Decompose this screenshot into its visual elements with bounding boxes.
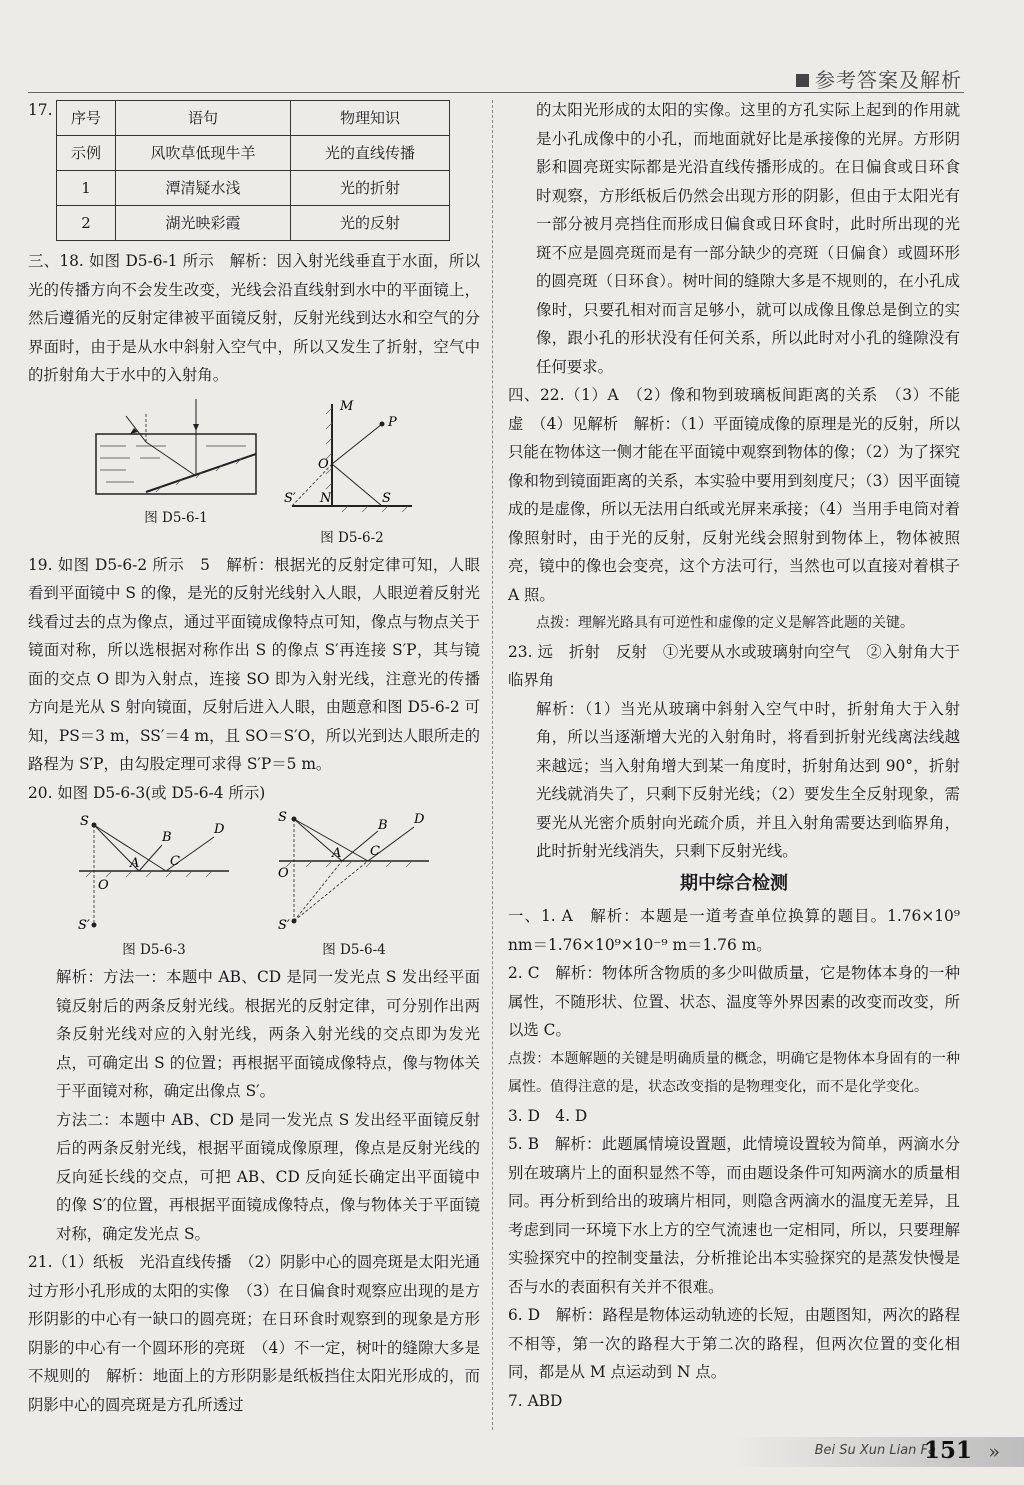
label-o: O (278, 866, 289, 881)
label-a: A (332, 846, 342, 861)
label-s: S (278, 811, 287, 825)
label-s-prime: S′ (278, 918, 290, 933)
table-cell: 光的反射 (291, 206, 450, 241)
table-header-cell: 序号 (57, 101, 116, 136)
page-header (0, 0, 1024, 92)
q21-answer: 21.（1）纸板 光沿直线传播 （2）阴影中心的圆亮斑是太阳光通过方形小孔形成的太阳的实像 （3）在日偏食时观察应出现的是方形阴影的中心有一缺口的圆亮斑；在日环食时观察到的现象是方形阴影的中心有一个圆环形的亮斑 （4）不一定，树叶的缝隙大多是不规则的 解析：地面上的方形阴影是纸板挡住太阳光形成的，而阴影中心的圆亮斑是方孔所透过 (28, 1253, 480, 1414)
q18-answer: 三、18. 如图 D5-6-1 所示 解析：因入射光线垂直于水面，所以光的传播方向不会发生改变，光线会沿直线射到水中的平面镜上，然后遵循光的反射定律被平面镜反射，反射光线到达水和空气的分界面时，由于是从水中斜射入空气中，所以又发生了折射，空气中的折射角大于水中的入射角。 (28, 252, 480, 384)
table-cell: 风吹草低现牛羊 (116, 136, 291, 171)
page-footer (734, 1437, 1024, 1467)
table-row (57, 206, 450, 241)
figure-d5-6-3 (74, 811, 234, 959)
figure-caption: 图 D5-6-2 (320, 529, 384, 546)
q17-table (56, 100, 450, 241)
column-divider (492, 100, 494, 1430)
table-cell: 光的直线传播 (291, 136, 450, 171)
table-row (57, 171, 450, 206)
table-cell: 1 (57, 171, 116, 206)
square-icon (796, 74, 809, 87)
figure-caption: 图 D5-6-1 (144, 509, 208, 526)
answer-2: 2. C 解析：物体所含物质的多少叫做质量，它是物体本身的一种属性，不随形状、位置、状态、温度等外界因素的改变而改变，所以选 C。 (508, 964, 960, 1039)
table-cell: 2 (57, 206, 116, 241)
label-m: M (340, 398, 354, 414)
q20-heading: 20. 如图 D5-6-3(或 D5-6-4 所示) (28, 783, 266, 802)
answer-2-tip: 点拨：本题解题的关键是明确质量的概念，明确它是物体本身固有的一种属性。值得注意的是，状态改变指的是物理变化，而不是化学变化。 (508, 1050, 960, 1095)
answer-3-4: 3. D 4. D (508, 1106, 588, 1125)
label-p: P (388, 414, 397, 430)
q22-answer: 四、22.（1）A （2）像和物到玻璃板间距离的关系 （3）不能 虚 （4）见解析 解析：（1）平面镜成像的原理是光的反射，所以只能在物体这一侧才能在平面镜中观察到物体的像；（2）为了探究像和物到镜面距离的关系，本实验中要用到刻度尺；（3）因平面镜成的是虚像，所以无法用白纸或光屏来承接；（4）当用手电筒对着像照射时，由于光的反射，反射光线会照射到物体上，物体被照亮，镜中的像也会变亮，这个方法可行，当然也可以直接对着棋子 A 照。 (508, 386, 976, 604)
two-reflections-diagram-a (74, 811, 234, 936)
q20-method-two: 方法二：本题中 AB、CD 是同一发光点 S 发出经平面镜反射后的两条反射光线，根据平面镜成像原理，像点是反射光线的反向延长线的交点，可把 AB、CD 反向延长确定出平面镜中的像 S′的位置，再根据平面镜成像特点，像与物体关于平面镜对称，确定发光点 S。 (56, 1110, 480, 1243)
table-cell: 潭清疑水浅 (116, 171, 291, 206)
answer-1: 一、1. A 解析：本题是一道考查单位换算的题目。1.76×10⁹ nm＝1.76×10⁹×10⁻⁹ m＝1.76 m。 (508, 907, 960, 954)
label-d: D (414, 812, 425, 827)
label-d: D (214, 822, 225, 837)
figure-caption: 图 D5-6-3 (122, 942, 186, 958)
mirror-reflection-diagram (282, 394, 422, 524)
header-rule (28, 92, 964, 93)
label-s: S (80, 814, 89, 829)
table-cell: 示例 (57, 136, 116, 171)
table-row (57, 136, 450, 171)
label-n: N (320, 490, 332, 506)
header-title: 参考答案及解析 (796, 64, 962, 93)
page-number: 151 (923, 1437, 972, 1464)
water-mirror-diagram (86, 394, 266, 504)
answer-7: 7. ABD (508, 1391, 563, 1410)
double-chevron-right-icon: » (988, 1441, 1000, 1463)
q21-continued: 的太阳光形成的太阳的实像。这里的方孔实际上起到的作用就是小孔成像中的小孔，而地面就好比是承接像的光屏。方形阴影和圆亮斑实际都是光沿直线传播形成的。在日偏食或日环食时观察，方形纸板后仍然会出现方形的阴影，但由于太阳光有一部分被月亮挡住而形成日偏食或日环食时，此时所出现的光斑不应是圆亮斑而是有一部分缺少的亮斑（日偏食）或圆环形的圆亮斑（日环食）。树叶间的缝隙大多是不规则的，在小孔成像时，只要孔相对而言足够小，就可以成像且像总是倒立的实像，跟小孔的形状没有任何关系，所以此时对小孔的缝隙没有任何要求。 (536, 101, 960, 376)
q20-method-one: 解析：方法一：本题中 AB、CD 是同一发光点 S 发出经平面镜反射后的两条反射光线。根据光的反射定律，可分别作出两条反射光线对应的入射光线，两条入射光线的交点即为发光点，可确定出 S 的位置；再根据平面镜成像特点，像与物体关于平面镜对称，确定出像点 S′。 (56, 968, 480, 1100)
label-c: C (370, 844, 380, 859)
answer-6: 6. D 解析：路程是物体运动轨迹的长短，由题图知，两次的路程不相等，第一次的路程大于第二次的路程，但两次位置的变化相同，都是从 M 点运动到 N 点。 (508, 1306, 960, 1381)
q23-explanation: 解析：（1）当光从玻璃中斜射入空气中时，折射角大于入射角，所以当逐渐增大光的入射角时，将看到折射光线离法线越来越远；当入射角增大到某一角度时，折射角达到 90°，折射光线就消失了，只剩下反射光线；（2）要发生全反射现象，需要光从光密介质射向光疏介质，并且入射角需要达到临界角，此时折射光线消失，只剩下反射光线。 (536, 699, 960, 860)
q17-number: 17. (28, 101, 53, 119)
q17-block (28, 96, 480, 247)
label-s-prime: S′ (284, 490, 296, 506)
figure-d5-6-1 (86, 394, 266, 547)
two-reflections-diagram-b (274, 811, 434, 936)
right-column (508, 96, 976, 1415)
table-cell: 湖光映彩霞 (116, 206, 291, 241)
label-c: C (170, 854, 180, 869)
table-header-cell: 物理知识 (291, 101, 450, 136)
answer-5: 5. B 解析：此题属情境设置题，此情境设置较为简单，两滴水分别在玻璃片上的面积显然不等，而由题设条件可知两滴水的质量相同。再分析到给出的玻璃片相同，则隐含两滴水的温度无差异，且考虑到同一环境下水上方的空气流速也一定相同，所以，只要理解实验探究中的控制变量法，分析推论出本实验探究的是蒸发快慢是否与水的表面积有关并不很难。 (508, 1135, 960, 1296)
table-cell: 光的折射 (291, 171, 450, 206)
label-a: A (130, 856, 140, 871)
table-header-cell: 语句 (116, 101, 291, 136)
table-header-row (57, 101, 450, 136)
figure-caption: 图 D5-6-4 (322, 942, 386, 958)
label-o: O (98, 878, 109, 893)
q22-tip: 点拨：理解光路具有可逆性和虚像的定义是解答此题的关键。 (536, 615, 914, 631)
footer-brand: Bei Su Xun Lian Fa (814, 1443, 936, 1458)
midterm-section-title: 期中综合检测 (680, 872, 788, 894)
label-s: S (382, 490, 391, 506)
label-b: B (162, 830, 172, 845)
figure-row-1 (28, 394, 480, 547)
figure-d5-6-4 (274, 811, 434, 959)
figure-row-2 (28, 811, 480, 959)
q19-answer: 19. 如图 D5-6-2 所示 5 解析：根据光的反射定律可知，人眼看到平面镜中 S 的像，是光的反射光线射入人眼，人眼逆着反射光线看过去的点为像点，通过平面镜成像特点可知，像点与物点关于镜面对称，所以选根据对称作出 S 的像点 S′再连接 S′P，其与镜面的交点 O 即为入射点，连接 SO 即为入射光线，注意光的传播方向是光从 S 射向镜面，反射后进入人眼，由题意和图 D5-6-2 可知，PS＝3 m，SS′＝4 m，且 SO＝S′O，所以光到达人眼所走的路程为 S′P，由勾股定理可求得 S′P＝5 m。 (28, 555, 480, 773)
figure-d5-6-2 (282, 394, 422, 547)
label-b: B (378, 818, 388, 833)
label-s-prime: S′ (78, 918, 90, 933)
left-column (28, 96, 480, 1419)
label-o: O (318, 456, 329, 472)
q23-answer: 23. 远 折射 反射 ①光要从水或玻璃射向空气 ②入射角大于临界角 (508, 642, 960, 689)
